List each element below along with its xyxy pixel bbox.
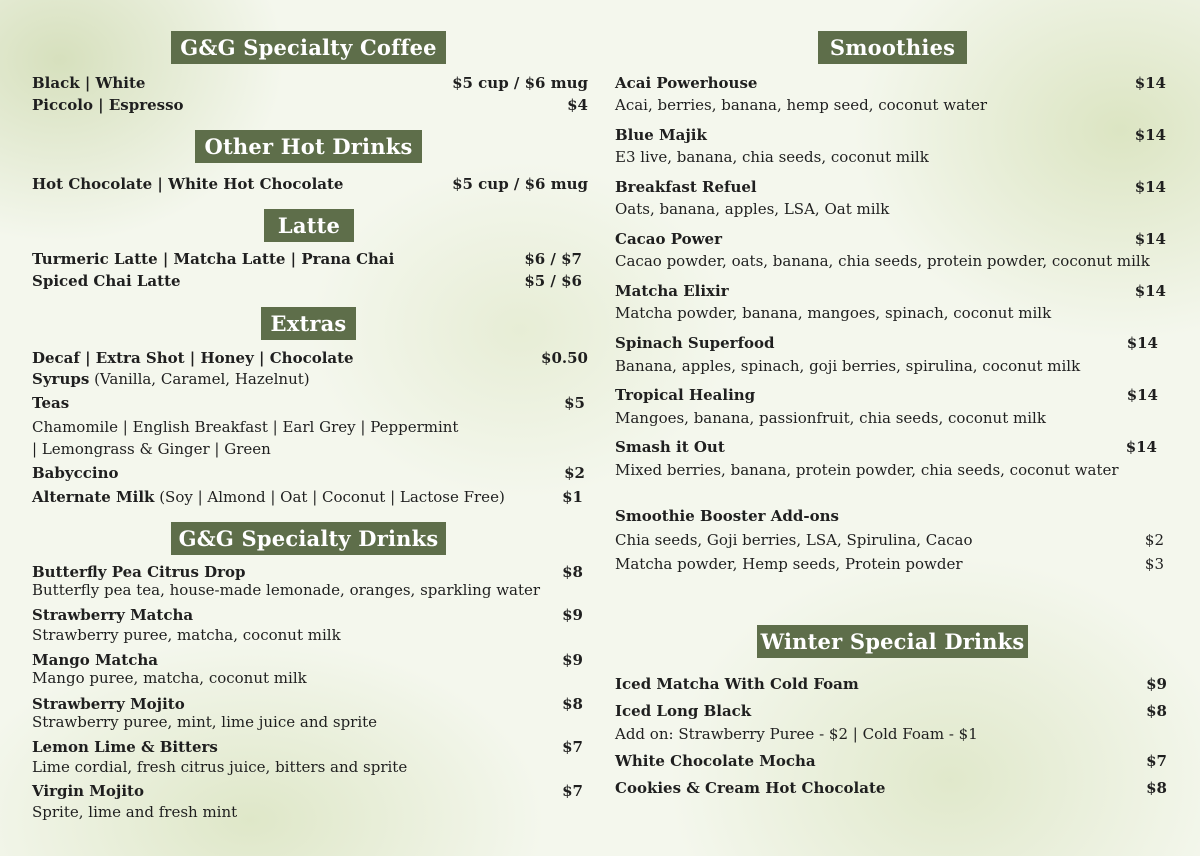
item-name: Alternate Milk [32, 488, 155, 506]
item-price: $14 [1134, 230, 1166, 248]
item-description: Butterfly pea tea, house-made lemonade, oranges, sparkling water [32, 581, 541, 599]
item-price: $8 [1146, 779, 1167, 797]
item-name: White Chocolate Mocha [615, 752, 816, 770]
item-description: Strawberry puree, matcha, coconut milk [32, 626, 341, 644]
item-name: Teas [32, 394, 70, 412]
item-price: $4 [567, 96, 588, 114]
menu-item [32, 249, 588, 269]
item-name: Syrups [32, 370, 90, 388]
item-description: E3 live, banana, chia seeds, coconut milk [615, 148, 929, 166]
item-name: Smash it Out [615, 438, 725, 456]
item-name: Matcha powder, Hemp seeds, Protein powder [615, 555, 963, 573]
item-name: Breakfast Refuel [615, 178, 757, 196]
item-name: Strawberry Matcha [32, 606, 194, 624]
menu-item [615, 554, 1166, 574]
menu-item [32, 487, 588, 507]
item-price: $7 [562, 738, 583, 756]
item-name: Blue Majik [615, 126, 707, 144]
item-name: Mango Matcha [32, 651, 158, 669]
item-price: $14 [1126, 334, 1158, 352]
item-name: Acai Powerhouse [615, 74, 758, 92]
menu-item [615, 778, 1166, 798]
item-name: Chia seeds, Goji berries, LSA, Spirulina, Cacao [615, 531, 973, 549]
item-description: Strawberry puree, mint, lime juice and sprite [32, 713, 378, 731]
item-price: $14 [1134, 126, 1166, 144]
item-price: $8 [1146, 702, 1167, 720]
menu-item [615, 177, 1166, 197]
menu-item [32, 650, 588, 670]
item-price: $9 [1146, 675, 1167, 693]
item-price: $14 [1125, 438, 1157, 456]
item-price: $6 / $7 [524, 250, 582, 268]
item-price: $14 [1134, 178, 1166, 196]
menu-item [32, 73, 588, 93]
item-description: Cacao powder, oats, banana, chia seeds, protein powder, coconut milk [615, 252, 1150, 270]
item-description: Mangoes, banana, passionfruit, chia seeds, coconut milk [615, 409, 1046, 427]
section-header-other-hot-drinks: Other Hot Drinks [195, 130, 422, 163]
menu-item [32, 463, 588, 483]
menu-item [615, 751, 1166, 771]
item-price: $14 [1134, 282, 1166, 300]
menu-item [32, 781, 588, 801]
item-name: Cookies & Cream Hot Chocolate [615, 779, 886, 797]
section-header-latte: Latte [264, 209, 354, 242]
item-description: Lime cordial, fresh citrus juice, bitters and sprite [32, 758, 408, 776]
item-name: Matcha Elixir [615, 282, 729, 300]
item-description: Acai, berries, banana, hemp seed, coconut water [615, 96, 988, 114]
item-name: Spinach Superfood [615, 334, 775, 352]
item-description: Oats, banana, apples, LSA, Oat milk [615, 200, 890, 218]
item-description: | Lemongrass & Ginger | Green [32, 440, 271, 458]
item-price: $14 [1134, 74, 1166, 92]
section-header-winter-special: Winter Special Drinks [757, 625, 1028, 658]
item-name: Piccolo | Espresso [32, 96, 184, 114]
menu-item [615, 530, 1166, 550]
menu-item [32, 95, 588, 115]
item-detail: (Soy | Almond | Oat | Coconut | Lactose Free) [154, 488, 505, 506]
item-price: $8 [562, 695, 583, 713]
section-header-smoothies: Smoothies [818, 31, 967, 64]
item-price: $14 [1126, 386, 1158, 404]
item-name: Lemon Lime & Bitters [32, 738, 218, 756]
item-name: Black | White [32, 74, 146, 92]
item-price: $5 [564, 394, 585, 412]
item-description: Add on: Strawberry Puree - $2 | Cold Foam - $1 [615, 725, 978, 743]
menu-item [32, 562, 588, 582]
item-name: Tropical Healing [615, 386, 756, 404]
menu-item [32, 737, 588, 757]
item-name: Iced Matcha With Cold Foam [615, 675, 859, 693]
menu-item [615, 333, 1166, 353]
item-name: Babyccino [32, 464, 119, 482]
menu-item [615, 385, 1166, 405]
menu-item [32, 393, 588, 413]
item-name: Strawberry Mojito [32, 695, 185, 713]
item-name: Decaf | Extra Shot | Honey | Chocolate [32, 349, 354, 367]
item-price: $3 [1144, 555, 1164, 573]
menu-item [615, 125, 1166, 145]
menu-item [32, 605, 588, 625]
item-price: $5 cup / $6 mug [452, 74, 588, 92]
item-name: Turmeric Latte | Matcha Latte | Prana Chai [32, 250, 395, 268]
item-price: $7 [562, 782, 583, 800]
menu-item [32, 348, 588, 368]
item-name: Hot Chocolate | White Hot Chocolate [32, 175, 344, 193]
menu-item [615, 437, 1166, 457]
section-header-specialty-coffee: G&G Specialty Coffee [171, 31, 446, 64]
item-name: Cacao Power [615, 230, 722, 248]
booster-heading [615, 506, 1166, 526]
section-header-specialty-drinks: G&G Specialty Drinks [171, 522, 446, 555]
item-description: Chamomile | English Breakfast | Earl Grey | Peppermint [32, 418, 459, 436]
item-name: Virgin Mojito [32, 782, 144, 800]
item-price: $9 [562, 651, 583, 669]
item-price: $7 [1146, 752, 1167, 770]
menu-item [32, 174, 588, 194]
item-price: $0.50 [541, 349, 588, 367]
item-price: $2 [564, 464, 585, 482]
item-description: Sprite, lime and fresh mint [32, 803, 238, 821]
item-name: Butterfly Pea Citrus Drop [32, 563, 246, 581]
menu-item [32, 271, 588, 291]
item-price: $8 [562, 563, 583, 581]
item-name: Smoothie Booster Add-ons [615, 507, 839, 525]
item-price: $5 / $6 [524, 272, 582, 290]
item-price: $1 [562, 488, 583, 506]
item-name: Iced Long Black [615, 702, 752, 720]
item-description: Mixed berries, banana, protein powder, chia seeds, coconut water [615, 461, 1119, 479]
item-description: Banana, apples, spinach, goji berries, spirulina, coconut milk [615, 357, 1081, 375]
menu-item [615, 229, 1166, 249]
menu-item [615, 674, 1166, 694]
item-price: $2 [1144, 531, 1164, 549]
section-header-extras: Extras [261, 307, 356, 340]
item-detail: (Vanilla, Caramel, Hazelnut) [89, 370, 310, 388]
item-description: Mango puree, matcha, coconut milk [32, 669, 307, 687]
item-price: $9 [562, 606, 583, 624]
menu-item [615, 73, 1166, 93]
item-name: Spiced Chai Latte [32, 272, 181, 290]
menu-item [32, 694, 588, 714]
item-description: Matcha powder, banana, mangoes, spinach, coconut milk [615, 304, 1052, 322]
item-price: $5 cup / $6 mug [452, 175, 588, 193]
menu-item [615, 281, 1166, 301]
menu-item [615, 701, 1166, 721]
menu-item [32, 369, 588, 389]
